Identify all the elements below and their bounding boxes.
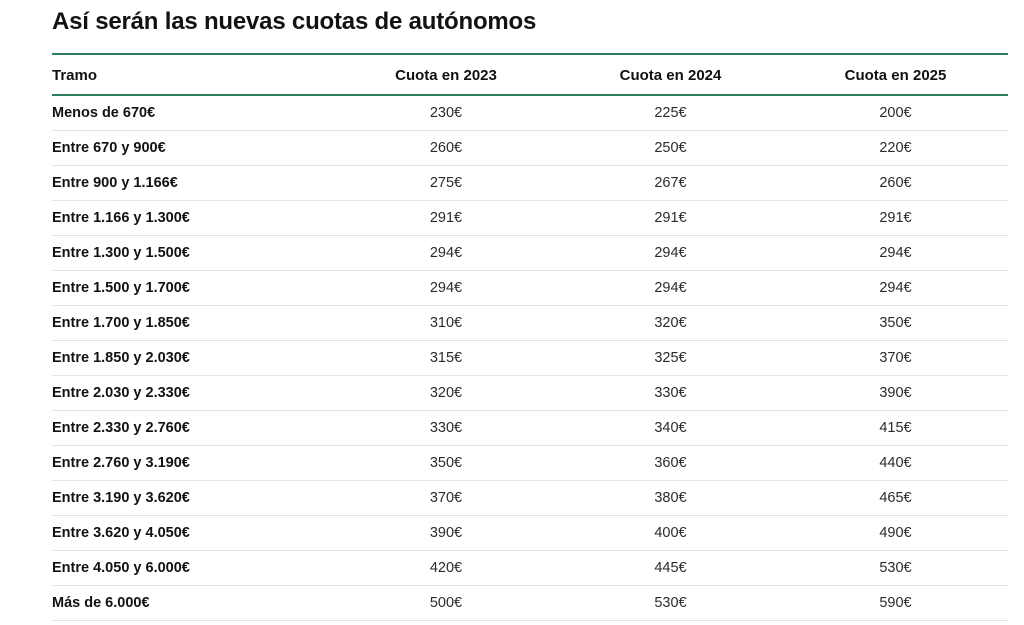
cell-cuota-2024: 320€ bbox=[558, 305, 783, 340]
cell-cuota-2023: 330€ bbox=[334, 410, 558, 445]
cell-tramo: Entre 1.300 y 1.500€ bbox=[52, 235, 334, 270]
cell-cuota-2023: 260€ bbox=[334, 130, 558, 165]
cell-cuota-2025: 465€ bbox=[783, 480, 1008, 515]
table-row bbox=[52, 515, 1008, 550]
cell-cuota-2023: 370€ bbox=[334, 480, 558, 515]
table-row bbox=[52, 585, 1008, 620]
cell-cuota-2025: 415€ bbox=[783, 410, 1008, 445]
cell-cuota-2024: 445€ bbox=[558, 550, 783, 585]
table-row bbox=[52, 130, 1008, 165]
cell-cuota-2024: 400€ bbox=[558, 515, 783, 550]
cell-cuota-2024: 291€ bbox=[558, 200, 783, 235]
cell-cuota-2025: 590€ bbox=[783, 585, 1008, 620]
cell-tramo: Entre 2.760 y 3.190€ bbox=[52, 445, 334, 480]
cell-cuota-2025: 350€ bbox=[783, 305, 1008, 340]
cell-cuota-2024: 360€ bbox=[558, 445, 783, 480]
cell-tramo: Entre 1.166 y 1.300€ bbox=[52, 200, 334, 235]
column-header-tramo: Tramo bbox=[52, 54, 334, 95]
cell-cuota-2025: 291€ bbox=[783, 200, 1008, 235]
cell-cuota-2023: 500€ bbox=[334, 585, 558, 620]
cell-cuota-2024: 250€ bbox=[558, 130, 783, 165]
cell-cuota-2025: 440€ bbox=[783, 445, 1008, 480]
column-header-cuota-2025: Cuota en 2025 bbox=[783, 54, 1008, 95]
cell-cuota-2023: 294€ bbox=[334, 270, 558, 305]
cell-cuota-2024: 294€ bbox=[558, 235, 783, 270]
table-row bbox=[52, 375, 1008, 410]
cell-tramo: Menos de 670€ bbox=[52, 95, 334, 131]
table-body bbox=[52, 95, 1008, 621]
cell-cuota-2024: 294€ bbox=[558, 270, 783, 305]
cell-cuota-2025: 370€ bbox=[783, 340, 1008, 375]
cell-cuota-2023: 420€ bbox=[334, 550, 558, 585]
cell-tramo: Entre 3.620 y 4.050€ bbox=[52, 515, 334, 550]
cell-cuota-2023: 291€ bbox=[334, 200, 558, 235]
cell-cuota-2024: 330€ bbox=[558, 375, 783, 410]
table-header bbox=[52, 54, 1008, 95]
cell-cuota-2023: 390€ bbox=[334, 515, 558, 550]
column-header-cuota-2024: Cuota en 2024 bbox=[558, 54, 783, 95]
cell-cuota-2023: 230€ bbox=[334, 95, 558, 131]
table-row bbox=[52, 305, 1008, 340]
cell-cuota-2025: 530€ bbox=[783, 550, 1008, 585]
cell-cuota-2025: 220€ bbox=[783, 130, 1008, 165]
cell-tramo: Entre 670 y 900€ bbox=[52, 130, 334, 165]
cell-cuota-2024: 530€ bbox=[558, 585, 783, 620]
cell-cuota-2025: 490€ bbox=[783, 515, 1008, 550]
cell-cuota-2024: 380€ bbox=[558, 480, 783, 515]
cell-cuota-2025: 294€ bbox=[783, 270, 1008, 305]
page-title: Así serán las nuevas cuotas de autónomos bbox=[52, 8, 537, 35]
cell-tramo: Entre 4.050 y 6.000€ bbox=[52, 550, 334, 585]
cell-tramo: Entre 1.850 y 2.030€ bbox=[52, 340, 334, 375]
table-row bbox=[52, 165, 1008, 200]
column-header-cuota-2023: Cuota en 2023 bbox=[334, 54, 558, 95]
cell-cuota-2023: 310€ bbox=[334, 305, 558, 340]
cell-tramo: Entre 1.700 y 1.850€ bbox=[52, 305, 334, 340]
cell-cuota-2024: 267€ bbox=[558, 165, 783, 200]
table-row bbox=[52, 445, 1008, 480]
cell-cuota-2023: 294€ bbox=[334, 235, 558, 270]
cell-cuota-2023: 320€ bbox=[334, 375, 558, 410]
cell-cuota-2023: 350€ bbox=[334, 445, 558, 480]
quotas-table bbox=[52, 53, 1008, 621]
cell-cuota-2023: 315€ bbox=[334, 340, 558, 375]
cell-cuota-2025: 260€ bbox=[783, 165, 1008, 200]
cell-tramo: Más de 6.000€ bbox=[52, 585, 334, 620]
cell-cuota-2024: 225€ bbox=[558, 95, 783, 131]
cell-tramo: Entre 1.500 y 1.700€ bbox=[52, 270, 334, 305]
table-row bbox=[52, 270, 1008, 305]
cell-tramo: Entre 3.190 y 3.620€ bbox=[52, 480, 334, 515]
cell-cuota-2024: 325€ bbox=[558, 340, 783, 375]
cell-tramo: Entre 900 y 1.166€ bbox=[52, 165, 334, 200]
table-row bbox=[52, 550, 1008, 585]
cell-cuota-2025: 294€ bbox=[783, 235, 1008, 270]
cell-cuota-2025: 200€ bbox=[783, 95, 1008, 131]
cell-cuota-2023: 275€ bbox=[334, 165, 558, 200]
table-row bbox=[52, 480, 1008, 515]
table-row bbox=[52, 340, 1008, 375]
cell-tramo: Entre 2.330 y 2.760€ bbox=[52, 410, 334, 445]
cell-cuota-2025: 390€ bbox=[783, 375, 1008, 410]
table-row bbox=[52, 200, 1008, 235]
cell-tramo: Entre 2.030 y 2.330€ bbox=[52, 375, 334, 410]
table-row bbox=[52, 235, 1008, 270]
cell-cuota-2024: 340€ bbox=[558, 410, 783, 445]
table-row bbox=[52, 95, 1008, 131]
table-header-row bbox=[52, 54, 1008, 95]
table-row bbox=[52, 410, 1008, 445]
